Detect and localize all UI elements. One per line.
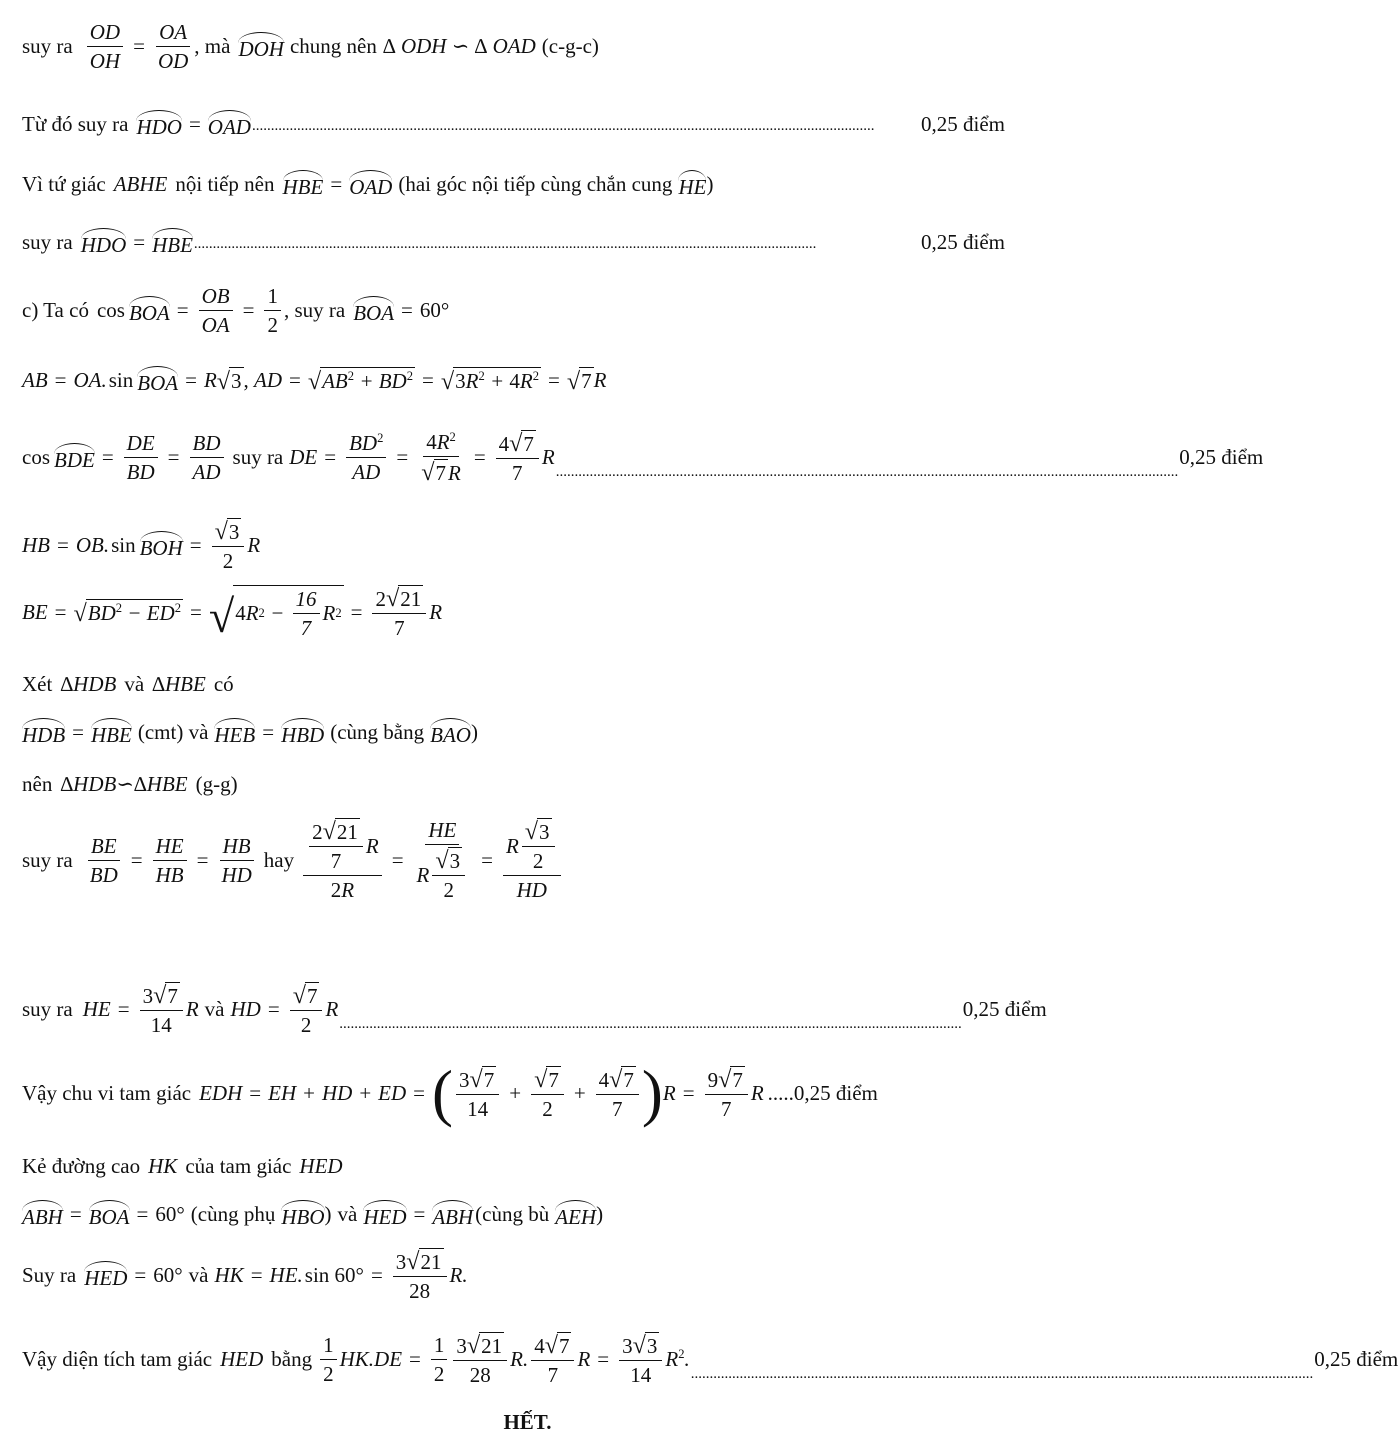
angle-doh: DOH [238,32,284,61]
fraction-ob-oa: $\frac{OB}{OA}$ [199,284,233,337]
text-close-paren: ) [470,720,478,745]
text-va: và [124,672,145,696]
sqrt-ab2-bd2: √ $AB^2 + BD^2$ [307,367,414,395]
text-tu-do: Từ đó suy ra [22,112,129,137]
line-12: nên ∆HDB∽∆HBE (g-g) [22,772,238,796]
text-gg: (g-g) [195,772,238,796]
text-va: và [188,1263,209,1288]
text-hay: hay [263,847,295,872]
text-suy-ra: suy ra [22,230,73,255]
text-suy-ra-cap: Suy ra [22,1263,77,1288]
score-label: 0,25 điểm [793,1081,878,1105]
angle-hbd: HBD [281,718,324,747]
angle-bao: BAO [430,718,471,747]
angle-hdo-2: HDO [81,228,127,257]
angle-boh: BOH [140,531,183,560]
text-cung-bang: (cùng bằng [330,720,425,745]
text-ma: , mà [194,34,231,59]
complex-fraction-1: 2 √ 21 7 R 2R [303,818,382,902]
line-3: Vì tứ giác ABHE nội tiếp nên HBE = OAD (hai góc nội tiếp cùng chắn cung HE ) [22,170,1005,199]
angle-hbe-2: HBE [152,228,193,257]
dots-leader: ...................................................................................................................................................................... [555,464,1179,481]
line-2: Từ đó suy ra HDO = OAD ...................................................................................................................................................................... 0,25 điểm [22,110,1005,139]
score-label: 0,25 điểm [1179,445,1264,470]
line-11: HDB = HBE (cmt) và HEB = HBD (cùng bằng BAO ) [22,718,1005,747]
text-close-paren: ) [324,1202,332,1227]
line-15: Vậy chu vi tam giác EDH = EH + HD + ED = ( 3 √ 7 14 + √ 7 2 + 4 √ 7 7 ) R = 9 √ 7 7 R ..... 0,25 điểm [22,1058,878,1128]
angle-boa-4: BOA [89,1200,130,1229]
line-5: c) Ta có cos BOA = $\frac{OB}{OA}$ = $\frac{1}{2}$ , suy ra BOA = 60° [22,284,450,338]
text-cgc: (c-g-c) [541,34,599,59]
text-ke-duong-cao: Kẻ đường cao [22,1154,141,1178]
dots-leader-short: ..... [767,1081,794,1105]
text-suy-ra: suy ra [22,847,73,872]
fraction-oa-od: $\frac{OA}{OD}$ [157,20,189,74]
similar-odh-oad: ∆ ODH ∽ ∆ OAD [382,34,536,59]
text-cung-phu: (cùng phụ [190,1202,276,1227]
text-suy-ra: suy ra [22,34,73,59]
text-hai-goc: (hai góc nội tiếp cùng chắn cung [398,172,673,197]
text-bang: bằng [271,1347,313,1372]
angle-hbe-3: HBE [91,718,132,747]
complex-fraction-3: R √ 3 2 HD [503,818,561,902]
text-chung-nen: chung nên [289,34,377,59]
dots-leader: ...................................................................................................................................................................... [339,1016,962,1033]
angle-boa-2: BOA [353,296,394,325]
fraction-od-oh: $\frac{OD}{OH}$ [87,20,123,73]
dots-leader: ...................................................................................................................................................................... [690,1366,1314,1383]
line-6: AB = OA. sin BOA = R √ 3 , AD = √ $AB^2 + BD^2$ = √ $3R^2 + 4R^2$ = √ 7 R [22,367,607,395]
end-text: HẾT. [503,1410,552,1434]
arc-he: HE [678,170,706,199]
text-vi-tu-giac: Vì tứ giác [22,172,106,197]
text-cung-bu: (cùng bù [475,1202,550,1227]
line-16: Kẻ đường cao HK của tam giác HED [22,1154,343,1178]
angle-hbo: HBO [281,1200,324,1229]
text-suy-ra: suy ra [22,997,73,1022]
text-va: và [337,1202,358,1227]
text-close-paren: ) [706,172,714,197]
text-cua-tam-giac: của tam giác [185,1154,292,1178]
angle-hdb: HDB [22,718,65,747]
score-label: 0,25 điểm [1314,1347,1398,1372]
text-vay-chu-vi: Vậy chu vi tam giác [22,1081,192,1105]
angle-hdo: HDO [136,110,182,139]
angle-boa-3: BOA [137,366,178,395]
line-1: suy ra $\frac{OD}{OH}$ = $\frac{OA}{OD}$ , mà DOH chung nên ∆ ODH ∽ ∆ OAD (c-g-c) [22,20,599,74]
math-abhe: ABHE [113,172,168,197]
line-9: BE = √ $BD^2 - ED^2$ = √ 4 R 2 − $\frac{16}{7}$ R 2 = 2 √ 21 7 R [22,584,443,643]
text-cmt: (cmt) và [137,720,209,745]
line-7: cos BDE = $\frac{DE}{BD}$ = $\frac{BD}{AD}$ suy ra DE = $\frac{BD^2}{AD}$ = $4R^2$ √ 7 R = 4 √ 7 7 R ...................................................................................................................................................................... 0,25 điểm [22,429,1264,487]
score-label: 0,25 điểm [921,112,1005,137]
text-close-paren: ) [596,1202,604,1227]
angle-abh: ABH [22,1200,63,1229]
line-13: suy ra $\frac{BE}{BD}$ = $\frac{HE}{HB}$ = $\frac{HB}{HD}$ hay 2 √ 21 7 R 2R = HE R √ 3 2 = R √ 3 2 HD [22,818,1005,902]
complex-fraction-2: HE R √ 3 2 [414,818,472,902]
line-17: ABH = BOA = 60° (cùng phụ HBO ) và HED = ABH (cùng bù AEH ) [22,1200,1005,1229]
angle-aeh: AEH [555,1200,596,1229]
angle-oad-2: OAD [349,170,392,199]
line-10: Xét ∆HDB và ∆HBE có [22,672,234,696]
line-8: HB = OB. sin BOH = √ 3 2 R [22,517,261,574]
text-xet: Xét [22,672,53,696]
text-co: có [213,672,234,696]
text-suy-ra: suy ra [232,445,284,470]
angle-hed-2: HED [84,1261,127,1290]
text-va: và [204,997,225,1022]
line-19: Vậy diện tích tam giác HED bằng $\frac{1}{2}$ HK.DE = $\frac{1}{2}$ 3 √ 21 28 R. 4 √ 7 7 R = 3 √ 3 14 $R^2$. ...................................................................................................................................................................... 0,25 điểm [22,1331,1398,1388]
text-nen: nên [22,772,53,796]
angle-oad: OAD [208,110,251,139]
text-comma-suy-ra: , suy ra [283,298,346,323]
angle-hbe: HBE [283,170,324,199]
angle-abh-2: ABH [432,1200,473,1229]
angle-bde: BDE [54,443,95,472]
line-18: Suy ra HED = 60° và HK = HE. sin 60° = 3 √ 21 28 R. [22,1247,468,1304]
text-noi-tiep-nen: nội tiếp nên [175,172,275,197]
sqrt-3r2-4r2: √ $3R^2 + 4R^2$ [440,367,540,395]
line-14: suy ra HE = 3 √ 7 14 R và HD = √ 7 2 R ...................................................................................................................................................................... 0,25 điểm [22,981,1047,1038]
text-c-ta-co: c) Ta có [22,298,89,323]
score-label: 0,25 điểm [962,997,1047,1022]
sqrt-7: √ 7 [566,367,592,395]
dots-leader: ...................................................................................................................................................................... [251,118,875,135]
angle-boa: BOA [129,296,170,325]
score-label: 0,25 điểm [921,230,1005,255]
angle-heb: HEB [214,718,255,747]
fraction-one-half: $\frac{1}{2}$ [264,284,281,337]
text-vay-dien-tich: Vậy diện tích tam giác [22,1347,213,1372]
line-4: suy ra HDO = HBE ...................................................................................................................................................................... 0,25 điểm [22,228,1005,257]
dots-leader: ...................................................................................................................................................................... [193,236,817,253]
sqrt-3: √ 3 [216,367,242,395]
angle-hed: HED [363,1200,406,1229]
